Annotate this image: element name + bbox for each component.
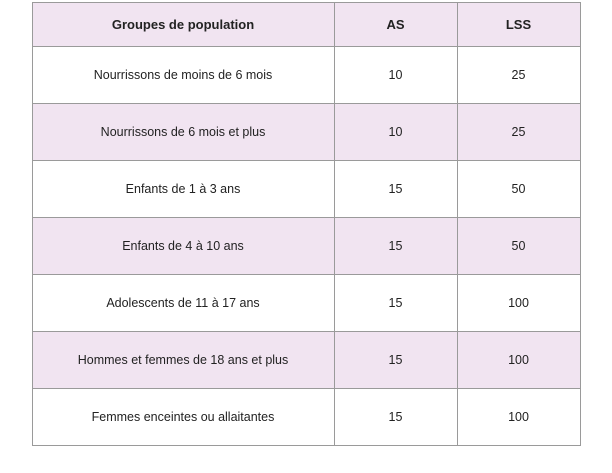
table-row [32, 104, 580, 161]
column-header-lss: LSS [457, 3, 580, 47]
cell-lss: 100 [457, 332, 580, 389]
group-label: Enfants de 1 à 3 ans [125, 181, 241, 196]
group-label: Adolescents de 11 à 17 ans [106, 295, 260, 310]
cell-lss: 50 [457, 161, 580, 218]
cell-group [32, 275, 334, 332]
cell-lss: 100 [457, 275, 580, 332]
table-header [32, 3, 580, 47]
table-row [32, 218, 580, 275]
table-header-row [32, 3, 580, 47]
cell-as: 15 [334, 332, 457, 389]
cell-lss: 25 [457, 47, 580, 104]
population-groups-table [32, 2, 581, 446]
cell-group [32, 389, 334, 446]
table-body [32, 47, 580, 446]
group-label: Enfants de 4 à 10 ans [122, 238, 244, 253]
cell-as: 15 [334, 389, 457, 446]
table-row [32, 389, 580, 446]
cell-as: 10 [334, 47, 457, 104]
cell-as: 10 [334, 104, 457, 161]
cell-group [32, 161, 334, 218]
table-row [32, 47, 580, 104]
cell-group [32, 218, 334, 275]
cell-group [32, 104, 334, 161]
group-label: Nourrissons de 6 mois et plus [100, 124, 266, 139]
group-label: Hommes et femmes de 18 ans et plus [77, 352, 289, 367]
table-row [32, 275, 580, 332]
table-row [32, 161, 580, 218]
column-header-as: AS [334, 3, 457, 47]
group-label: Nourrissons de moins de 6 mois [93, 67, 273, 82]
cell-lss: 25 [457, 104, 580, 161]
cell-lss: 100 [457, 389, 580, 446]
cell-as: 15 [334, 161, 457, 218]
cell-group [32, 332, 334, 389]
cell-as: 15 [334, 218, 457, 275]
cell-as: 15 [334, 275, 457, 332]
group-label: Femmes enceintes ou allaitantes [91, 409, 275, 424]
cell-group [32, 47, 334, 104]
table-row [32, 332, 580, 389]
column-header-group: Groupes de population [32, 3, 334, 47]
cell-lss: 50 [457, 218, 580, 275]
